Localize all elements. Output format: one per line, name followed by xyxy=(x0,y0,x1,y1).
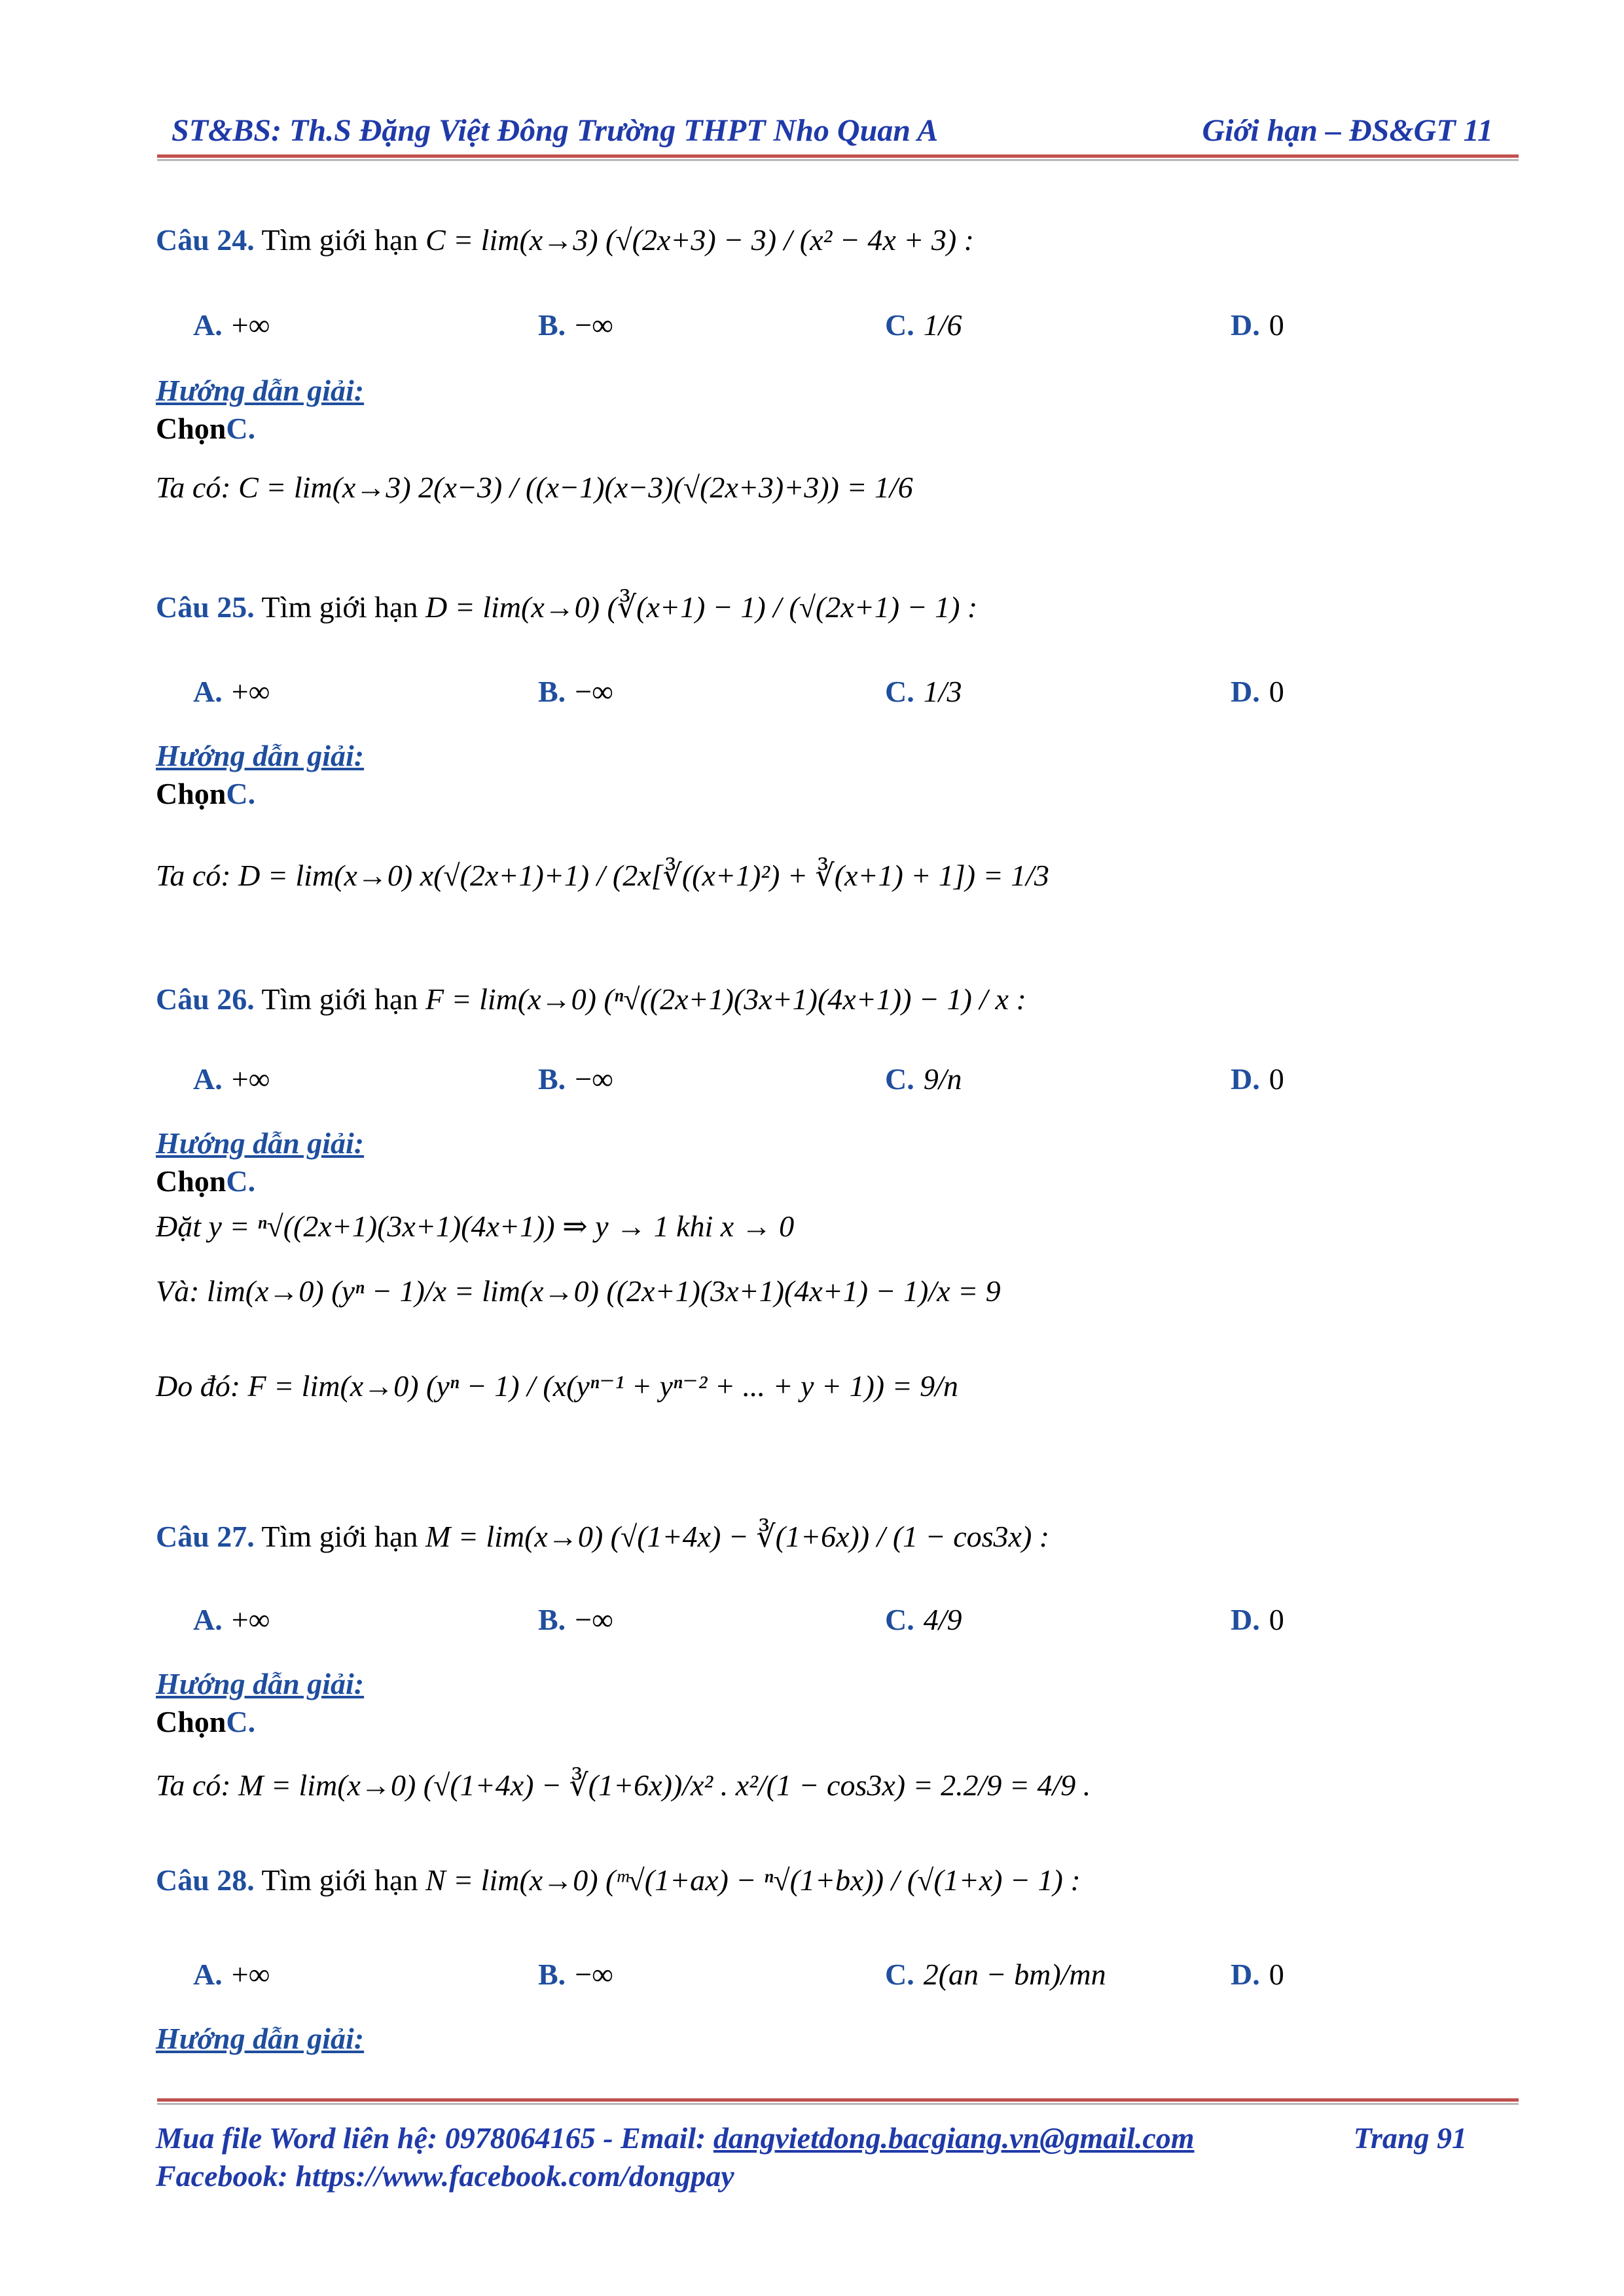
question-label: Câu 26. xyxy=(156,982,255,1016)
footer-divider xyxy=(157,2098,1519,2102)
option-c: C. 1/3 xyxy=(885,675,962,708)
option-d: D. 0 xyxy=(1231,675,1284,708)
solution-heading: Hướng dẫn giải: xyxy=(156,374,365,407)
question-text: Tìm giới hạn xyxy=(261,982,418,1016)
page-number: Trang 91 xyxy=(1353,2121,1467,2155)
chosen-answer: ChọnC. xyxy=(156,412,256,445)
option-a: A. +∞ xyxy=(193,675,270,708)
question-expression: D = lim(x→0) (∛(x+1) − 1) / (√(2x+1) − 1) : xyxy=(425,590,978,624)
question-27 xyxy=(156,1518,1049,1554)
question-26 xyxy=(156,982,1026,1016)
solution-line: Và: lim(x→0) (yⁿ − 1)/x = lim(x→0) ((2x+1)(3x+1)(4x+1) − 1)/x = 9 xyxy=(156,1274,1001,1308)
header-divider-shadow xyxy=(157,159,1519,161)
solution-line: Do đó: F = lim(x→0) (yⁿ − 1) / (x(yⁿ⁻¹ + yⁿ⁻² + ... + y + 1)) = 9/n xyxy=(156,1369,958,1403)
solution-line: Ta có: C = lim(x→3) 2(x−3) / ((x−1)(x−3)(√(2x+3)+3)) = 1/6 xyxy=(156,471,913,504)
question-text: Tìm giới hạn xyxy=(261,590,418,624)
question-label: Câu 24. xyxy=(156,223,255,257)
option-b: B. −∞ xyxy=(538,1603,613,1636)
footer-divider-shadow xyxy=(157,2103,1519,2105)
solution-heading: Hướng dẫn giải: xyxy=(156,1667,365,1700)
solution-line: Ta có: M = lim(x→0) (√(1+4x) − ∛(1+6x))/x² . x²/(1 − cos3x) = 2.2/9 = 4/9 . xyxy=(156,1768,1091,1802)
option-d: D. 0 xyxy=(1231,1958,1284,1991)
option-d: D. 0 xyxy=(1231,1603,1284,1636)
solution-heading: Hướng dẫn giải: xyxy=(156,2022,365,2055)
option-a: A. +∞ xyxy=(193,1062,270,1096)
question-expression: C = lim(x→3) (√(2x+3) − 3) / (x² − 4x + 3) : xyxy=(425,223,974,257)
solution-line: Đặt y = ⁿ√((2x+1)(3x+1)(4x+1)) ⇒ y → 1 khi x → 0 xyxy=(156,1210,795,1243)
option-b: B. −∞ xyxy=(538,308,613,342)
question-text: Tìm giới hạn xyxy=(261,1863,418,1897)
question-label: Câu 25. xyxy=(156,590,255,624)
option-c: C. 9/n xyxy=(885,1062,962,1096)
option-a: A. +∞ xyxy=(193,1958,270,1991)
chosen-answer: ChọnC. xyxy=(156,777,256,810)
option-c: C. 1/6 xyxy=(885,308,962,342)
question-28 xyxy=(156,1863,1081,1897)
chosen-answer: ChọnC. xyxy=(156,1164,256,1198)
question-text: Tìm giới hạn xyxy=(261,223,418,257)
header-title-right: Giới hạn – ĐS&GT 11 xyxy=(1202,113,1493,148)
option-d: D. 0 xyxy=(1231,308,1284,342)
question-label: Câu 27. xyxy=(156,1520,255,1553)
question-text: Tìm giới hạn xyxy=(261,1520,418,1553)
footer-contact: Mua file Word liên hệ: 0978064165 - Email: dangvietdong.bacgiang.vn@gmail.com xyxy=(156,2121,1195,2155)
option-a: A. +∞ xyxy=(193,308,270,342)
chosen-answer: ChọnC. xyxy=(156,1705,256,1738)
option-c: C. 2(an − bm)/mn xyxy=(885,1958,1106,1991)
option-a: A. +∞ xyxy=(193,1603,270,1636)
option-b: B. −∞ xyxy=(538,1958,613,1991)
question-expression: M = lim(x→0) (√(1+4x) − ∛(1+6x)) / (1 − cos3x) : xyxy=(425,1520,1050,1553)
footer-email-link[interactable]: dangvietdong.bacgiang.vn@gmail.com xyxy=(713,2121,1195,2155)
option-b: B. −∞ xyxy=(538,675,613,708)
question-24 xyxy=(156,223,974,257)
question-expression: N = lim(x→0) (ᵐ√(1+ax) − ⁿ√(1+bx)) / (√(1+x) − 1) : xyxy=(425,1863,1081,1897)
solution-heading: Hướng dẫn giải: xyxy=(156,739,365,772)
option-c: C. 4/9 xyxy=(885,1603,962,1636)
footer-facebook-link[interactable]: Facebook: https://www.facebook.com/dongpay xyxy=(156,2159,734,2193)
solution-line: Ta có: D = lim(x→0) x(√(2x+1)+1) / (2x[∛((x+1)²) + ∛(x+1) + 1]) = 1/3 xyxy=(156,859,1049,892)
solution-heading: Hướng dẫn giải: xyxy=(156,1126,365,1160)
header-title-left: ST&BS: Th.S Đặng Việt Đông Trường THPT Nho Quan A xyxy=(171,113,939,148)
header-divider xyxy=(157,154,1519,158)
question-expression: F = lim(x→0) (ⁿ√((2x+1)(3x+1)(4x+1)) − 1) / x : xyxy=(425,982,1026,1016)
option-d: D. 0 xyxy=(1231,1062,1284,1096)
question-25 xyxy=(156,589,977,624)
option-b: B. −∞ xyxy=(538,1062,613,1096)
question-label: Câu 28. xyxy=(156,1863,255,1897)
